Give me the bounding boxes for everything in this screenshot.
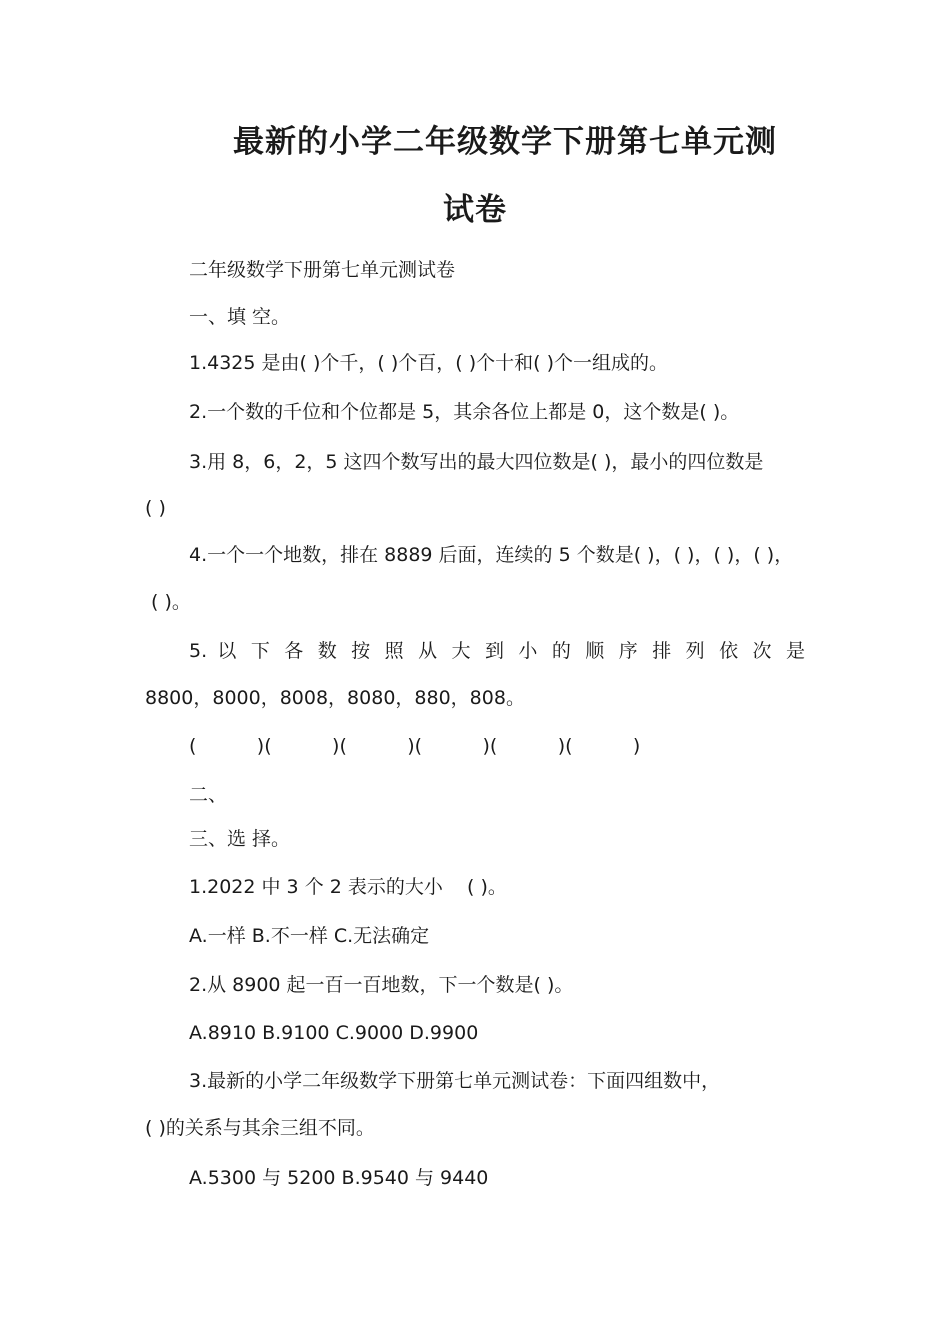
document-title-line-1: 最新的小学二年级数学下册第七单元测 bbox=[233, 124, 777, 160]
question-3-1-options: A.一样 B.不一样 C.无法确定 bbox=[189, 925, 430, 947]
section-three-heading: 三、选 择。 bbox=[189, 828, 291, 850]
question-1-2: 2.一个数的千位和个位都是 5，其余各位上都是 0，这个数是( )。 bbox=[189, 401, 740, 423]
question-3-2: 2.从 8900 起一百一百地数，下一个数是( )。 bbox=[189, 974, 574, 996]
question-1-3: 3.用 8，6，2，5 这四个数写出的最大四位数是( )，最小的四位数是 bbox=[189, 451, 764, 473]
question-3-3-options: A.5300 与 5200 B.9540 与 9440 bbox=[189, 1167, 489, 1189]
question-1-3-continued: ( ) bbox=[145, 497, 166, 519]
document-title-line-2: 试卷 bbox=[443, 192, 507, 228]
question-3-3: 3.最新的小学二年级数学下册第七单元测试卷：下面四组数中， bbox=[189, 1070, 721, 1092]
question-3-3-continued: ( )的关系与其余三组不同。 bbox=[145, 1117, 375, 1139]
section-one-heading: 一、填 空。 bbox=[189, 306, 291, 328]
question-3-1: 1.2022 中 3 个 2 表示的大小 ( )。 bbox=[189, 876, 507, 898]
question-3-2-options: A.8910 B.9100 C.9000 D.9900 bbox=[189, 1022, 479, 1044]
question-1-4-continued: ( )。 bbox=[145, 591, 191, 613]
question-1-5-answer-blanks: ( )( )( )( )( )( ) bbox=[189, 735, 641, 757]
question-1-5-numbers: 8800，8000，8008，8080，880，808。 bbox=[145, 687, 525, 709]
subtitle-line: 二年级数学下册第七单元测试卷 bbox=[189, 259, 456, 281]
question-1-1: 1.4325 是由( )个千，( )个百，( )个十和( )个一组成的。 bbox=[189, 352, 668, 374]
question-1-4: 4.一个一个地数，排在 8889 后面，连续的 5 个数是( )，( )，( )，( )， bbox=[189, 544, 794, 566]
question-1-5: 5. 以 下 各 数 按 照 从 大 到 小 的 顺 序 排 列 依 次 是 bbox=[189, 640, 805, 662]
section-two-heading: 二、 bbox=[189, 784, 228, 806]
